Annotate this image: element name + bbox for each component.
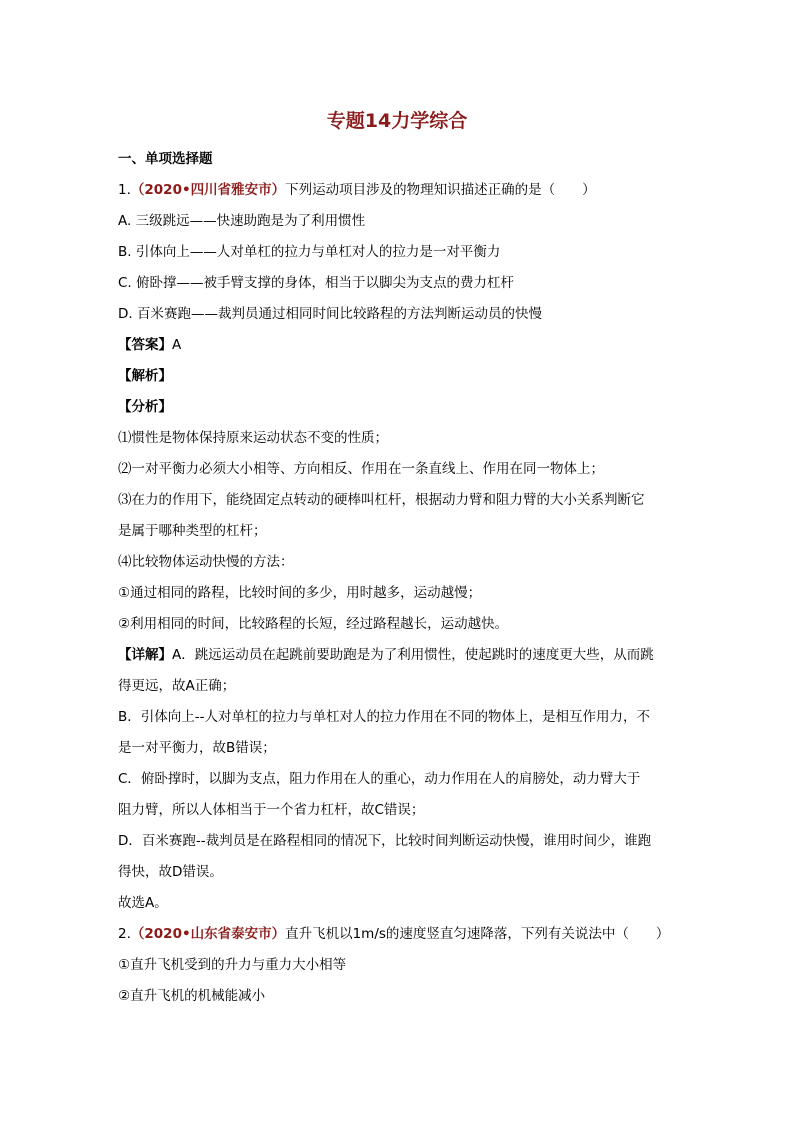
answer-value: A	[172, 337, 182, 353]
question-stem-text: 直升飞机以1m/s的速度竖直匀速降落，下列有关说法中（ ）	[285, 926, 670, 942]
page-title: 专题14力学综合	[326, 110, 468, 132]
fenxi-point-3b: 是属于哪种类型的杠杆；	[118, 523, 267, 539]
question-2-stem	[118, 919, 686, 950]
question-stem-text: 下列运动项目涉及的物理知识描述正确的是（ ）	[285, 182, 596, 198]
question-source: 2020•山东省泰安市	[144, 926, 272, 942]
question-1	[118, 175, 686, 919]
detail-d-line-2: 得快，故D错误。	[118, 864, 223, 880]
detail-b-line-1: B．引体向上--人对单杠的拉力与单杠对人的拉力作用在不同的物体上，是相互作用力，不	[118, 709, 651, 725]
option-c: C. 俯卧撑——被手臂支撑的身体，相当于以脚尖为支点的费力杠杆	[118, 275, 515, 291]
detail-c-line-1: C．俯卧撑时，以脚为支点，阻力作用在人的重心，动力作用在人的肩膀处，动力臂大于	[118, 771, 641, 787]
detail-b-line-2: 是一对平衡力，故B错误；	[118, 740, 276, 756]
q2-item-2: ②直升飞机的机械能减小	[118, 988, 266, 1004]
question-number: 2.	[118, 926, 131, 942]
option-b: B. 引体向上——人对单杠的拉力与单杠对人的拉力是一对平衡力	[118, 244, 501, 260]
question-source: 2020•四川省雅安市	[144, 182, 272, 198]
question-source-close: ）	[271, 926, 286, 942]
answer-line	[118, 330, 686, 361]
fenxi-point-3a: ⑶在力的作用下，能绕固定点转动的硬棒叫杠杆，根据动力臂和阻力臂的大小关系判断它	[118, 492, 645, 508]
detail-tag: 【详解】	[118, 647, 172, 663]
conclusion: 故选A。	[118, 895, 168, 911]
section-heading: 一、单项选择题	[118, 151, 213, 167]
fenxi-point-6: ②利用相同的时间，比较路程的长短，经过路程越长，运动越快。	[118, 616, 509, 632]
fenxi-tag: 【分析】	[118, 399, 172, 415]
question-source-close: ）	[271, 182, 286, 198]
fenxi-point-4: ⑷比较物体运动快慢的方法：	[118, 554, 294, 570]
document-body	[118, 144, 686, 1012]
q2-item-1: ①直升飞机受到的升力与重力大小相等	[118, 957, 347, 973]
fenxi-point-1: ⑴惯性是物体保持原来运动状态不变的性质；	[118, 430, 388, 446]
option-d: D. 百米赛跑——裁判员通过相同时间比较路程的方法判断运动员的快慢	[118, 306, 542, 322]
question-source-open: （	[130, 182, 145, 198]
analysis-tag: 【解析】	[118, 368, 172, 384]
question-1-stem	[118, 175, 686, 206]
question-source-open: （	[130, 926, 145, 942]
fenxi-point-5: ①通过相同的路程，比较时间的多少，用时越多，运动越慢；	[118, 585, 482, 601]
option-a: A. 三级跳远——快速助跑是为了利用惯性	[118, 213, 366, 229]
answer-tag: 【答案】	[118, 337, 172, 353]
question-2	[118, 919, 686, 1012]
detail-c-line-2: 阻力臂，所以人体相当于一个省力杠杆，故C错误；	[118, 802, 425, 818]
question-number: 1.	[118, 182, 131, 198]
detail-d-line-1: D．百米赛跑--裁判员是在路程相同的情况下，比较时间判断运动快慢，谁用时间少，谁跑	[118, 833, 652, 849]
detail-a-line-1	[118, 640, 686, 671]
detail-a-text: A．跳远运动员在起跳前要助跑是为了利用惯性，使起跳时的速度更大些，从而跳	[172, 647, 654, 663]
fenxi-point-2: ⑵一对平衡力必须大小相等、方向相反、作用在一条直线上、作用在同一物体上；	[118, 461, 604, 477]
detail-a-line-2: 得更远，故A正确；	[118, 678, 236, 694]
